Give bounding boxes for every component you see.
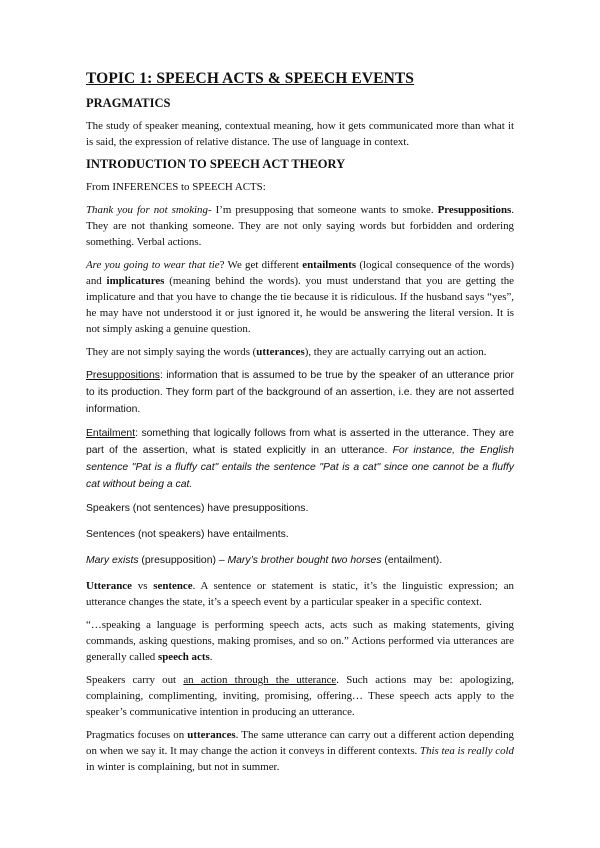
term-sentence: sentence bbox=[153, 580, 193, 592]
paragraph-sentences-entailments: Sentences (not speakers) have entailments. bbox=[86, 529, 289, 540]
text-run: . The same utterance can carry out a different action depending on when we say it. It may change the action it conveys in different contexts. bbox=[86, 729, 514, 757]
example-text: Thank you for not smoking bbox=[86, 204, 208, 216]
text-run: : something that logically follows from what is asserted in the utterance. They are part of the assertion, what is stated explicitly in an utterance. bbox=[86, 428, 514, 456]
paragraph-speakers-presuppositions: Speakers (not sentences) have presuppositions. bbox=[86, 503, 309, 514]
term-speech-acts: speech acts bbox=[157, 651, 210, 663]
term-utterances: utterances bbox=[187, 729, 236, 741]
text-run: (entailment). bbox=[381, 555, 443, 566]
text-run: in winter is complaining, but not in summer. bbox=[86, 761, 280, 773]
paragraph-pragmatics-focus bbox=[86, 727, 514, 775]
paragraph-speech-acts-quote bbox=[86, 617, 514, 665]
paragraph-mary-example bbox=[86, 552, 514, 569]
term-implicatures: implicatures bbox=[106, 275, 165, 287]
paragraph-inferences-subline: From INFERENCES to SPEECH ACTS: bbox=[86, 181, 266, 193]
example-text: For instance, the English sentence "Pat is a fluffy cat" entails the sentence "Pat is a cat" since one cannot be a fluffy cat without being a cat. bbox=[86, 445, 514, 490]
text-run: . Such actions may be: apologizing, complaining, complimenting, inviting, promising, offering… These speech acts apply to the speaker’s communicative intention in producing an utterance. bbox=[86, 674, 514, 718]
term-utterance: Utterance bbox=[86, 580, 132, 592]
example-text: Are you going to wear that tie bbox=[86, 259, 220, 271]
example-text: This tea is really cold bbox=[420, 745, 514, 757]
text-run: vs bbox=[131, 580, 154, 592]
text-run: ? We get different bbox=[219, 259, 303, 271]
text-run: (logical consequence of the words) and bbox=[86, 259, 514, 287]
text-run: ), they are actually carrying out an action. bbox=[304, 346, 487, 358]
text-run: : information that is assumed to be true by the speaker of an utterance prior to its production. They form part of the background of an assertion, i.e. they are not asserted information. bbox=[86, 370, 514, 415]
example-text: Mary exists bbox=[86, 555, 139, 566]
paragraph-speakers-carry-out bbox=[86, 672, 514, 720]
page-title: TOPIC 1: SPEECH ACTS & SPEECH EVENTS bbox=[86, 70, 415, 87]
paragraph-tie-example bbox=[86, 257, 514, 337]
text-run: “…speaking a language is performing speech acts, acts such as making statements, giving commands, asking questions, making promises, and so on.” Actions performed via utterances are generally called bbox=[86, 619, 514, 663]
term-presuppositions-underlined: Presuppositions bbox=[86, 370, 160, 381]
paragraph-utterance-vs-sentence bbox=[86, 578, 514, 610]
example-text: Mary’s brother bought two horses bbox=[227, 555, 382, 566]
text-run: Speakers carry out bbox=[86, 674, 184, 686]
heading-intro-speech-act-theory: INTRODUCTION TO SPEECH ACT THEORY bbox=[86, 157, 346, 171]
term-utterances: utterances bbox=[256, 346, 305, 358]
document-page bbox=[86, 70, 514, 782]
paragraph-presuppositions-definition bbox=[86, 367, 514, 418]
paragraph-pragmatics-definition: The study of speaker meaning, contextual meaning, how it gets communicated more than what it is said, the expression of relative distance. The use of language in context. bbox=[86, 120, 514, 148]
paragraph-thank-you-example bbox=[86, 202, 514, 250]
text-run: (presupposition) – bbox=[138, 555, 228, 566]
paragraph-utterances-action bbox=[86, 344, 514, 360]
text-run: (meaning behind the words). you must understand that you are getting the implicature and that you have to change the tie because it is ridiculous. If the husband says “yes”, he may have not understood it or just ignored it, he would be answering the literal version. It is not simply asking a genuine question. bbox=[86, 275, 515, 335]
term-entailments: entailments bbox=[302, 259, 357, 271]
underlined-phrase: an action through the utterance bbox=[183, 674, 337, 686]
term-presuppositions: Presuppositions bbox=[437, 204, 512, 216]
text-run: Pragmatics focuses on bbox=[86, 729, 188, 741]
text-run: . A sentence or statement is static, it’s the linguistic expression; an utterance changes the state, it’s a speech event by a particular speaker in a specific context. bbox=[86, 580, 514, 608]
paragraph-entailment-definition bbox=[86, 425, 514, 493]
text-run: . bbox=[209, 651, 213, 663]
heading-pragmatics: PRAGMATICS bbox=[86, 96, 171, 110]
text-run: - I’m presupposing that someone wants to smoke. bbox=[207, 204, 438, 216]
text-run: They are not simply saying the words ( bbox=[86, 346, 257, 358]
term-entailment-underlined: Entailment bbox=[86, 428, 136, 439]
text-run: . They are not thanking someone. They are not only saying words but forbidden and ordering something. Verbal actions. bbox=[86, 204, 514, 248]
